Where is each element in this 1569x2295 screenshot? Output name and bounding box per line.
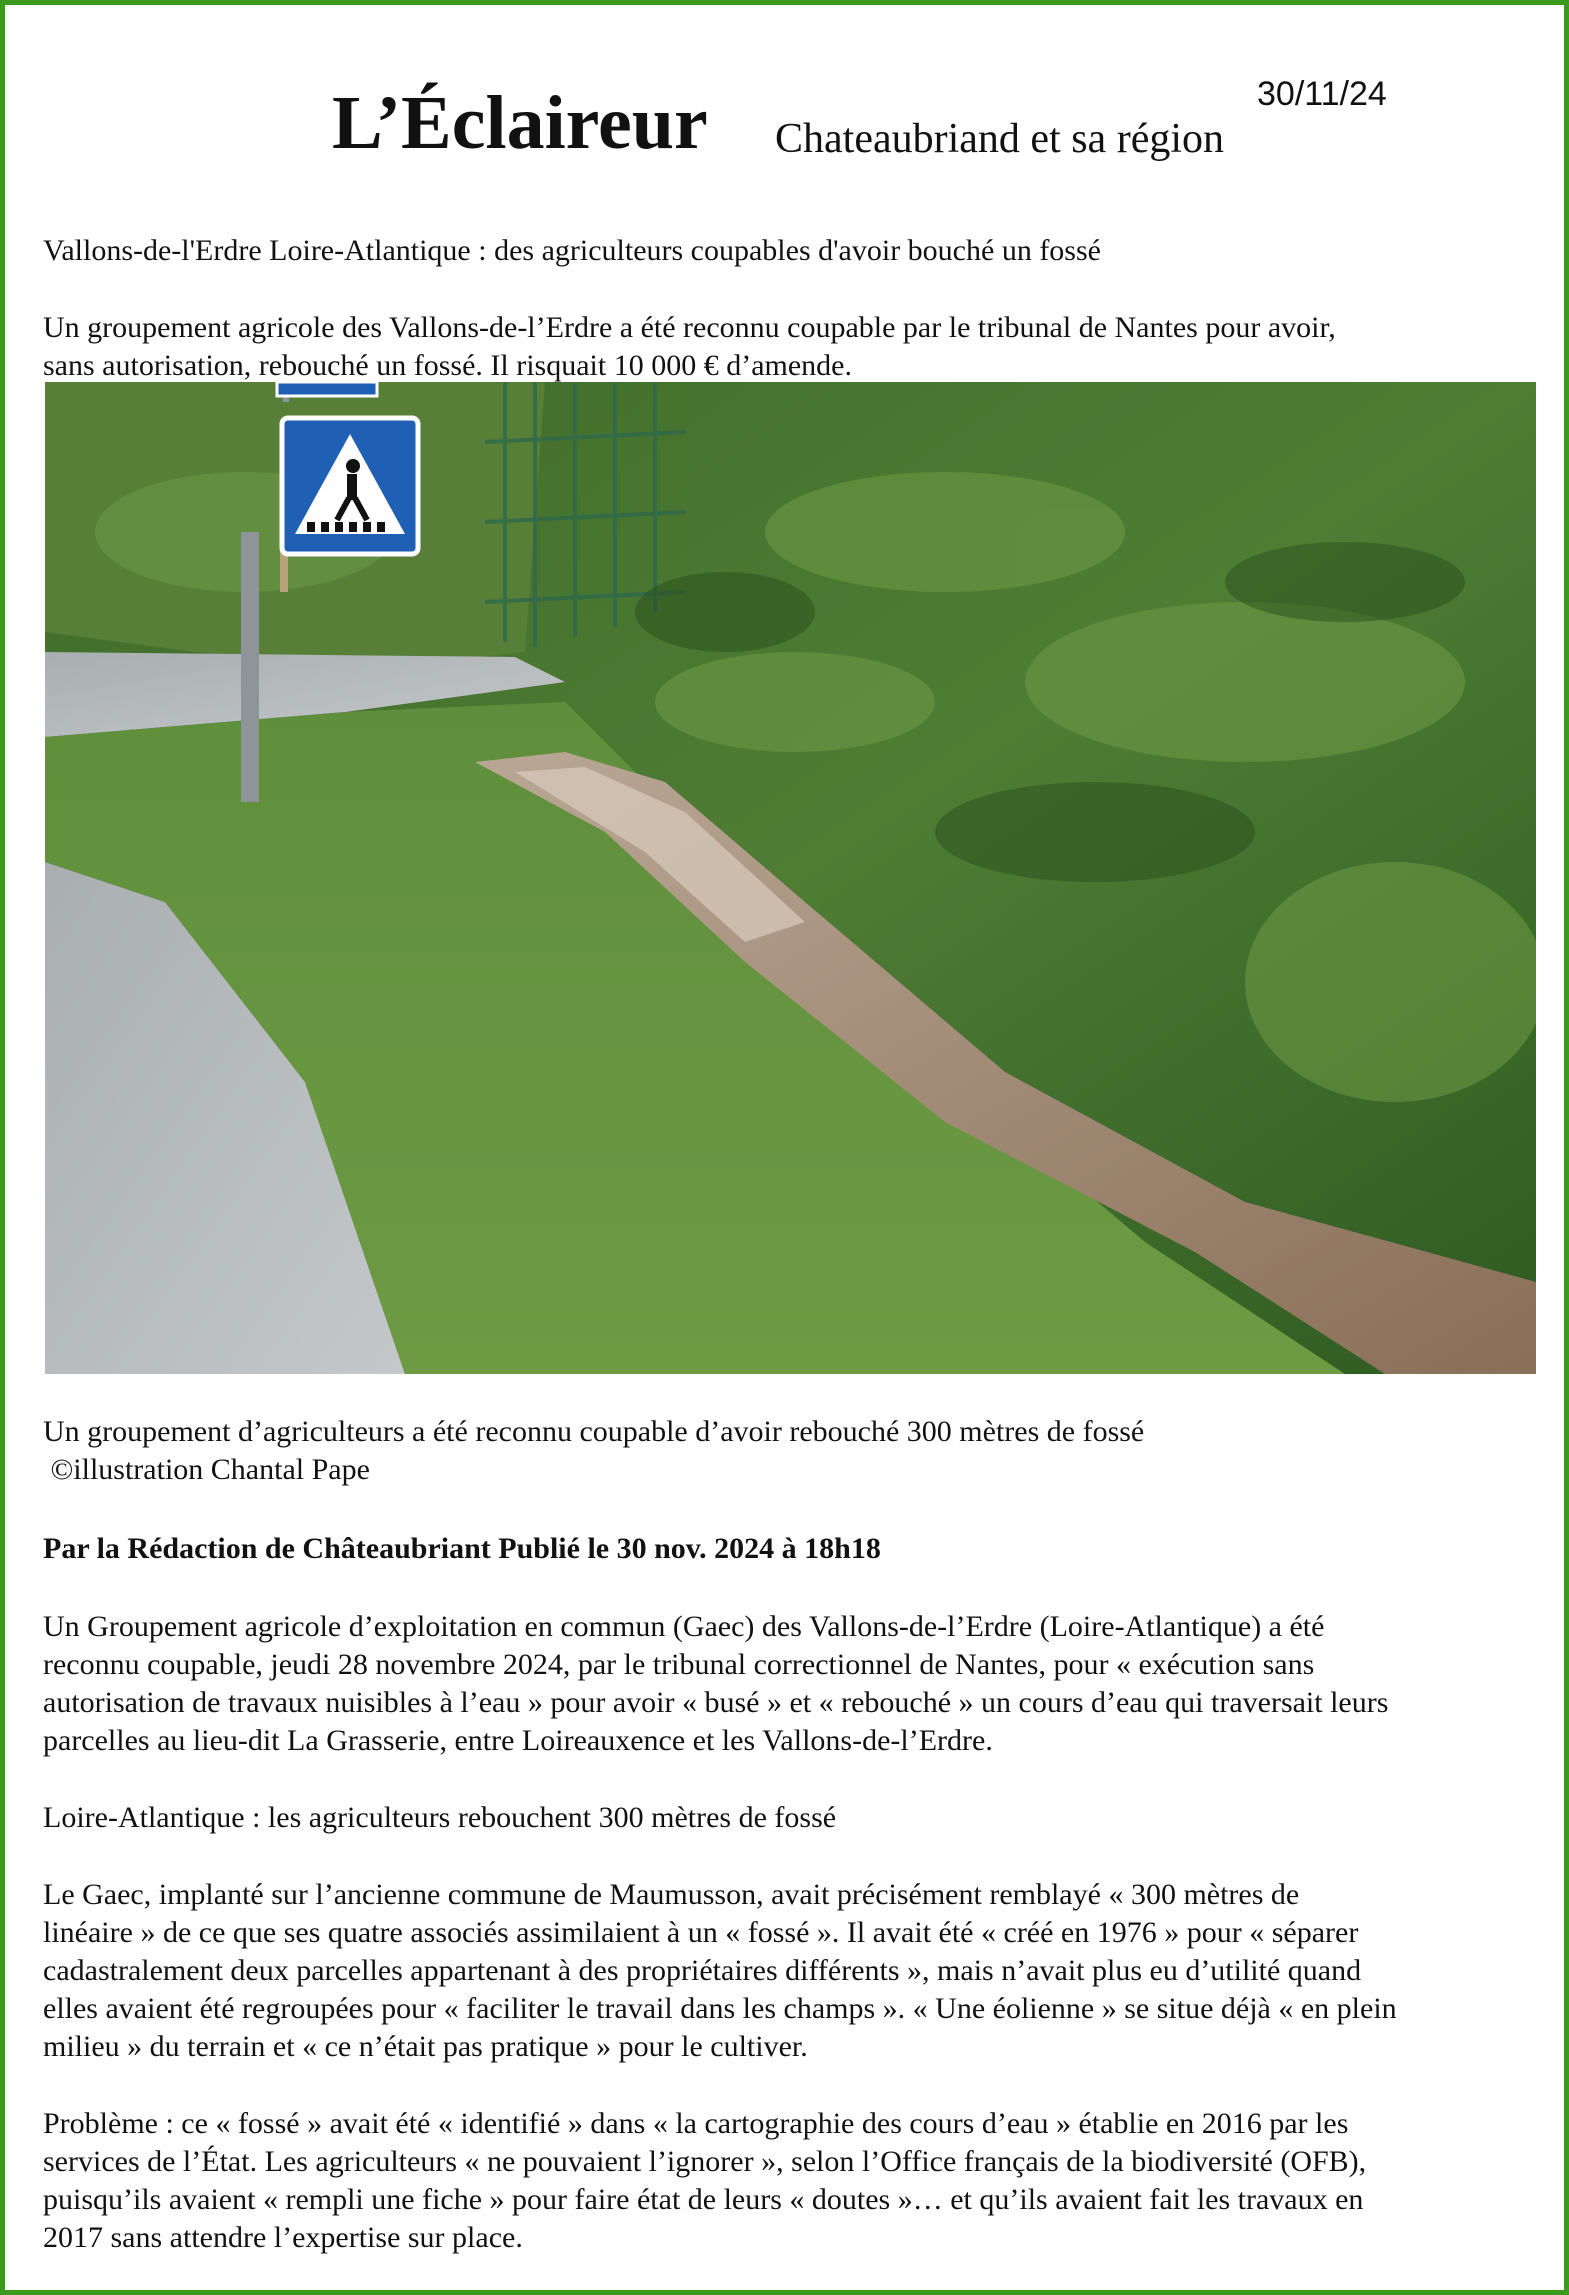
paragraph-3-line-1: Problème : ce « fossé » avait été « identifié » dans « la cartographie des cours d’eau » établie en 2016 par les	[43, 2107, 1349, 2140]
paragraph-3-line-2: services de l’État. Les agriculteurs « ne pouvaient l’ignorer », selon l’Office français de la biodiversité (OFB),	[43, 2145, 1367, 2178]
issue-date: 30/11/24	[1257, 75, 1387, 113]
paragraph-2-line-2: linéaire » de ce que ses quatre associés assimilaient à un « fossé ». Il avait été « créé en 1976 » pour « séparer	[43, 1916, 1359, 1949]
paragraph-2-line-1: Le Gaec, implanté sur l’ancienne commune de Maumusson, avait précisément remblayé « 300 mètres de	[43, 1878, 1300, 1911]
paragraph-1-line-2: reconnu coupable, jeudi 28 novembre 2024, par le tribunal correctionnel de Nantes, pour « exécution sans	[43, 1648, 1315, 1681]
paragraph-2-line-4: elles avaient été regroupées pour « faciliter le travail dans les champs ». « Une éolienne » se situe déjà « en plein	[43, 1992, 1397, 2025]
paragraph-1-line-4: parcelles au lieu-dit La Grasserie, entre Loireauxence et les Vallons-de-l’Erdre.	[43, 1724, 993, 1757]
article-lead-line-2: sans autorisation, rebouché un fossé. Il risquait 10 000 € d’amende.	[43, 349, 852, 382]
paragraph-2-line-5: milieu » du terrain et « ce n’était pas pratique » pour le cultiver.	[43, 2030, 808, 2063]
photo-caption: Un groupement d’agriculteurs a été reconnu coupable d’avoir rebouché 300 mètres de fossé	[43, 1415, 1145, 1448]
paragraph-1-line-1: Un Groupement agricole d’exploitation en commun (Gaec) des Vallons-de-l’Erdre (Loire-Atlantique) a été	[43, 1610, 1325, 1643]
pedestrian-crossing-sign	[282, 418, 418, 554]
newspaper-title: L’Éclaireur	[332, 81, 708, 165]
paragraph-2-line-3: cadastralement deux parcelles appartenant à des propriétaires différents », mais n’avait plus eu d’utilité quand	[43, 1954, 1362, 1987]
article-headline: Vallons-de-l'Erdre Loire-Atlantique : des agriculteurs coupables d'avoir bouché un fossé	[43, 234, 1101, 267]
article-lead-line-1: Un groupement agricole des Vallons-de-l’Erdre a été reconnu coupable par le tribunal de Nantes pour avoir,	[43, 311, 1336, 344]
paragraph-3-line-4: 2017 sans attendre l’expertise sur place.	[43, 2221, 523, 2254]
photo-credit: ©illustration Chantal Pape	[43, 1453, 370, 1486]
paragraph-3-line-3: puisqu’ils avaient « rempli une fiche » pour faire état de leurs « doutes »… et qu’ils avaient fait les travaux en	[43, 2183, 1364, 2216]
newspaper-subtitle: Chateaubriand et sa région	[775, 116, 1224, 162]
article-subheading: Loire-Atlantique : les agriculteurs rebouchent 300 mètres de fossé	[43, 1801, 837, 1834]
flooded-ditch-illustration	[45, 382, 1536, 1374]
article-photo	[45, 382, 1536, 1374]
paragraph-1-line-3: autorisation de travaux nuisibles à l’eau » pour avoir « busé » et « rebouché » un cours d’eau qui traversait leurs	[43, 1686, 1389, 1719]
article-byline: Par la Rédaction de Châteaubriant Publié le 30 nov. 2024 à 18h18	[43, 1532, 881, 1565]
